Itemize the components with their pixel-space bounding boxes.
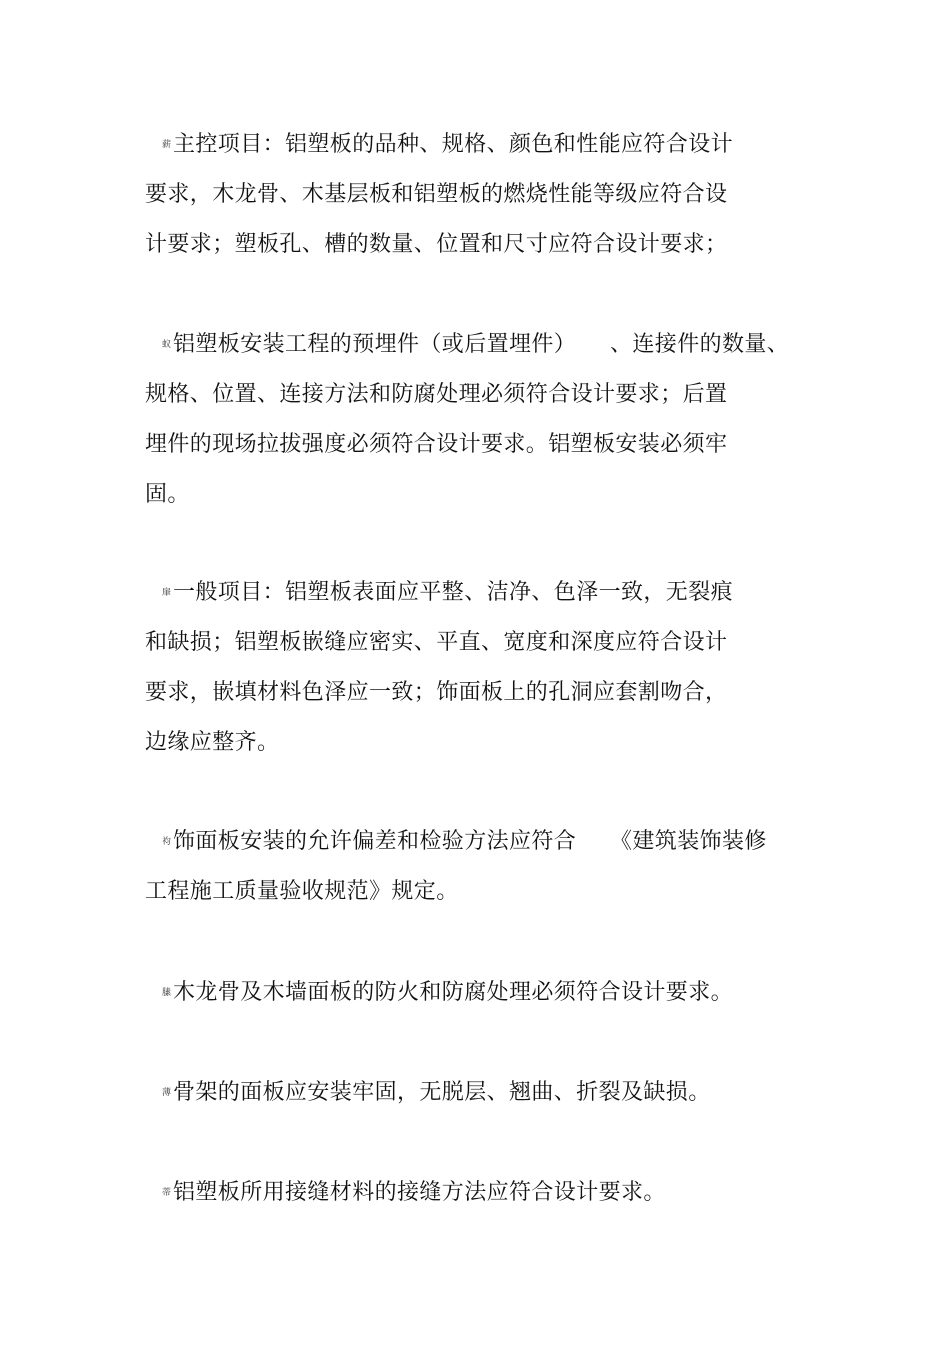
paragraph-marker: 肁 (162, 587, 172, 598)
paragraph-3-line-2 (145, 628, 727, 658)
paragraph-2-line-1 (145, 330, 789, 360)
paragraph-text: 埋件的现场拉拔强度必须符合设计要求。铝塑板安装必须牢 (145, 432, 728, 457)
paragraph-4-line-2 (145, 877, 459, 907)
paragraph-marker: 袀 (162, 836, 172, 847)
paragraph-text: 固。 (145, 482, 190, 507)
paragraph-marker: 薄 (162, 1087, 172, 1098)
paragraph-text: 要求，嵌填材料色泽应一致；饰面板上的孔洞应套割吻合， (145, 680, 728, 705)
paragraph-1-line-1 (145, 130, 733, 160)
paragraph-text: 计要求；塑板孔、槽的数量、位置和尺寸应符合设计要求； (145, 232, 728, 257)
paragraph-text: 饰面板安装的允许偏差和检验方法应符合 《建筑装饰装修 (173, 829, 767, 854)
paragraph-7-line-1 (145, 1178, 666, 1208)
paragraph-text: 一般项目：铝塑板表面应平整、洁净、色泽一致，无裂痕 (173, 580, 734, 605)
paragraph-text: 木龙骨及木墙面板的防火和防腐处理必须符合设计要求。 (173, 980, 734, 1005)
paragraph-3-line-3 (145, 678, 727, 708)
paragraph-marker: 蒂 (162, 1187, 172, 1198)
paragraph-1-line-2 (145, 180, 727, 210)
paragraph-3-line-4 (145, 728, 279, 758)
paragraph-2-line-2 (145, 380, 727, 410)
paragraph-2-line-3 (145, 430, 727, 460)
paragraph-marker: 薪 (162, 139, 172, 150)
paragraph-text: 工程施工质量验收规范》规定。 (145, 879, 459, 904)
paragraph-text: 边缘应整齐。 (145, 730, 280, 755)
paragraph-4-line-1 (145, 827, 767, 857)
paragraph-5-line-1 (145, 978, 733, 1008)
paragraph-text: 主控项目：铝塑板的品种、规格、颜色和性能应符合设计 (173, 132, 734, 157)
paragraph-marker: 蚁 (162, 339, 172, 350)
paragraph-6-line-1 (145, 1078, 711, 1108)
paragraph-marker: 膆 (162, 987, 172, 998)
paragraph-1-line-3 (145, 230, 727, 260)
paragraph-text: 规格、位置、连接方法和防腐处理必须符合设计要求；后置 (145, 382, 728, 407)
paragraph-text: 骨架的面板应安装牢固，无脱层、翘曲、折裂及缺损。 (173, 1080, 711, 1105)
paragraph-3-line-1 (145, 578, 733, 608)
paragraph-2-line-4 (145, 480, 190, 510)
paragraph-text: 要求，木龙骨、木基层板和铝塑板的燃烧性能等级应符合设 (145, 182, 728, 207)
paragraph-text: 和缺损；铝塑板嵌缝应密实、平直、宽度和深度应符合设计 (145, 630, 728, 655)
paragraph-text: 铝塑板安装工程的预埋件（或后置埋件） 、连接件的数量、 (173, 332, 790, 357)
paragraph-text: 铝塑板所用接缝材料的接缝方法应符合设计要求。 (173, 1180, 666, 1205)
